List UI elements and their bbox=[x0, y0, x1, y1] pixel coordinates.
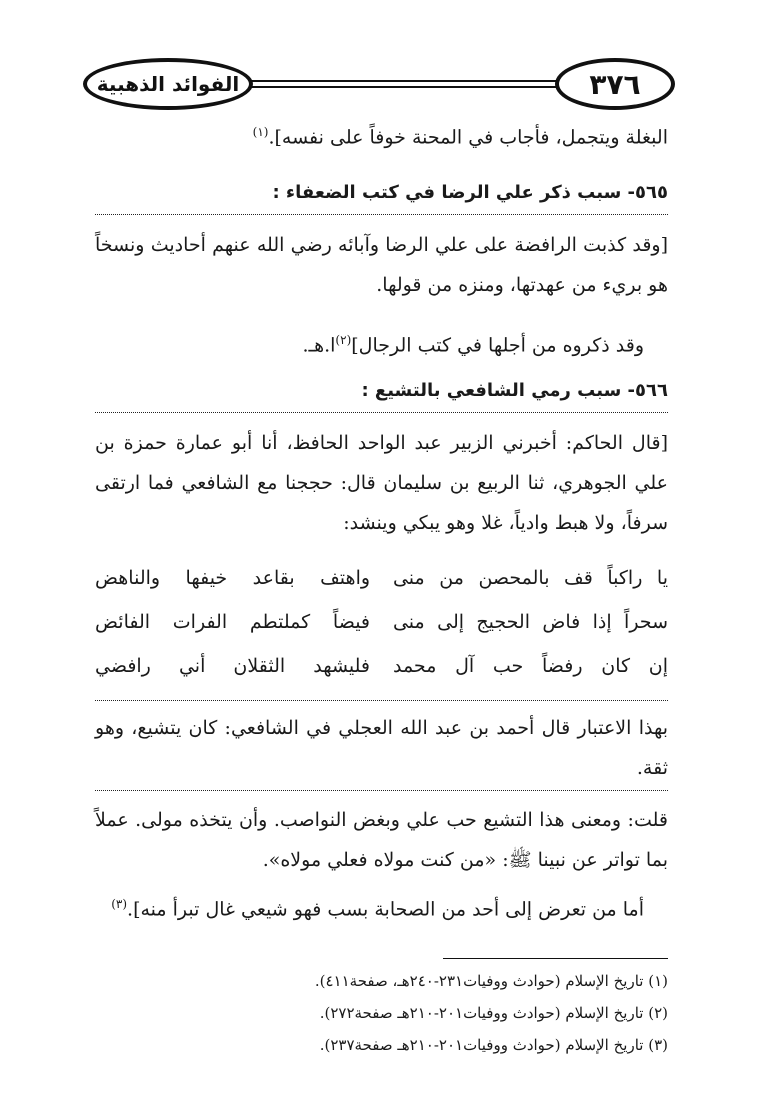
book-title-oval bbox=[83, 58, 253, 110]
poem-second-hemistich: فيضاً كملتطم الفرات الفائض bbox=[95, 611, 371, 633]
poem bbox=[95, 556, 668, 688]
page-number-oval bbox=[555, 58, 675, 110]
section-566-heading: ٥٦٦- سبب رمي الشافعي بالتشيع : bbox=[361, 380, 668, 401]
continuation-text: البغلة ويتجمل، فأجاب في المحنة خوفاً على نفسه]. bbox=[268, 126, 668, 149]
section-566-separator bbox=[95, 412, 668, 413]
section-566-paragraph-4: أما من تعرض إلى أحد من الصحابة بسب فهو شيعي غال تبرأ منه].$^{(٣)}$ bbox=[111, 897, 644, 921]
section-566-paragraph-3: قلت: ومعنى هذا التشيع حب علي وبغض النواصب. وأن يتخذه مولى. عملاً بما تواتر عن نبينا ﷺ: «من كنت مولاه فعلي مولاه». bbox=[95, 809, 668, 871]
poem-verse bbox=[95, 556, 668, 600]
poem-verse bbox=[95, 600, 668, 644]
section-565-paragraph-1: [وقد كذبت الرافضة على علي الرضا وآبائه رضي الله عنهم أحاديث ونسخاً هو بريء من عهدتها، ومنزه من قولها. bbox=[95, 234, 668, 296]
footnote-ref-1: (١) bbox=[252, 125, 269, 139]
poem-verse bbox=[95, 644, 668, 688]
page-number: ٣٧٦ bbox=[589, 67, 641, 101]
footnote-1: (١) تاريخ الإسلام (حوادث ووفيات٢٣١-٢٤٠هـ، صفحة٤١١). bbox=[314, 972, 668, 990]
section-566-paragraph-2: بهذا الاعتبار قال أحمد بن عبد الله العجلي في الشافعي: كان يتشيع، وهو ثقة. bbox=[95, 717, 668, 779]
poem-separator bbox=[95, 700, 668, 701]
poem-second-hemistich: فليشهد الثقلان أني رافضي bbox=[95, 655, 371, 677]
book-title: الفوائد الذهبية bbox=[96, 72, 240, 96]
poem-second-hemistich: واهتف بقاعد خيفها والناهض bbox=[95, 567, 371, 589]
footnote-rule bbox=[443, 958, 668, 959]
section-565-paragraph-2: وقد ذكروه من أجلها في كتب الرجال]$^{(٢)}$ا.هـ. bbox=[302, 333, 644, 357]
footnote-ref-3: (٣) bbox=[111, 897, 128, 911]
section-565-separator bbox=[95, 214, 668, 215]
poem-first-hemistich: إن كان رفضاً حب آل محمد bbox=[392, 655, 668, 677]
poem-first-hemistich: يا راكباً قف بالمحصن من منى bbox=[392, 567, 668, 589]
footnote-ref-2: (٢) bbox=[335, 333, 352, 347]
footnote-2: (٢) تاريخ الإسلام (حوادث ووفيات٢٠١-٢١٠هـ صفحة٢٧٢). bbox=[319, 1004, 668, 1022]
section-566-paragraph-1: [قال الحاكم: أخبرني الزبير عبد الواحد الحافظ، أنا أبو عمارة حمزة بن علي الجوهري، ثنا الربيع بن سليمان قال: حججنا مع الشافعي فما ارتقى سرفاً، ولا هبط وادياً، غلا وهو يبكي وينشد: bbox=[95, 432, 668, 534]
poem-first-hemistich: سحراً إذا فاض الحجيج إلى منى bbox=[392, 611, 668, 633]
paragraph-separator bbox=[95, 790, 668, 791]
continuation-line bbox=[95, 112, 668, 157]
section-565-heading: ٥٦٥- سبب ذكر علي الرضا في كتب الضعفاء : bbox=[272, 182, 668, 203]
footnote-3: (٣) تاريخ الإسلام (حوادث ووفيات٢٠١-٢١٠هـ صفحة٢٣٧). bbox=[319, 1036, 668, 1054]
